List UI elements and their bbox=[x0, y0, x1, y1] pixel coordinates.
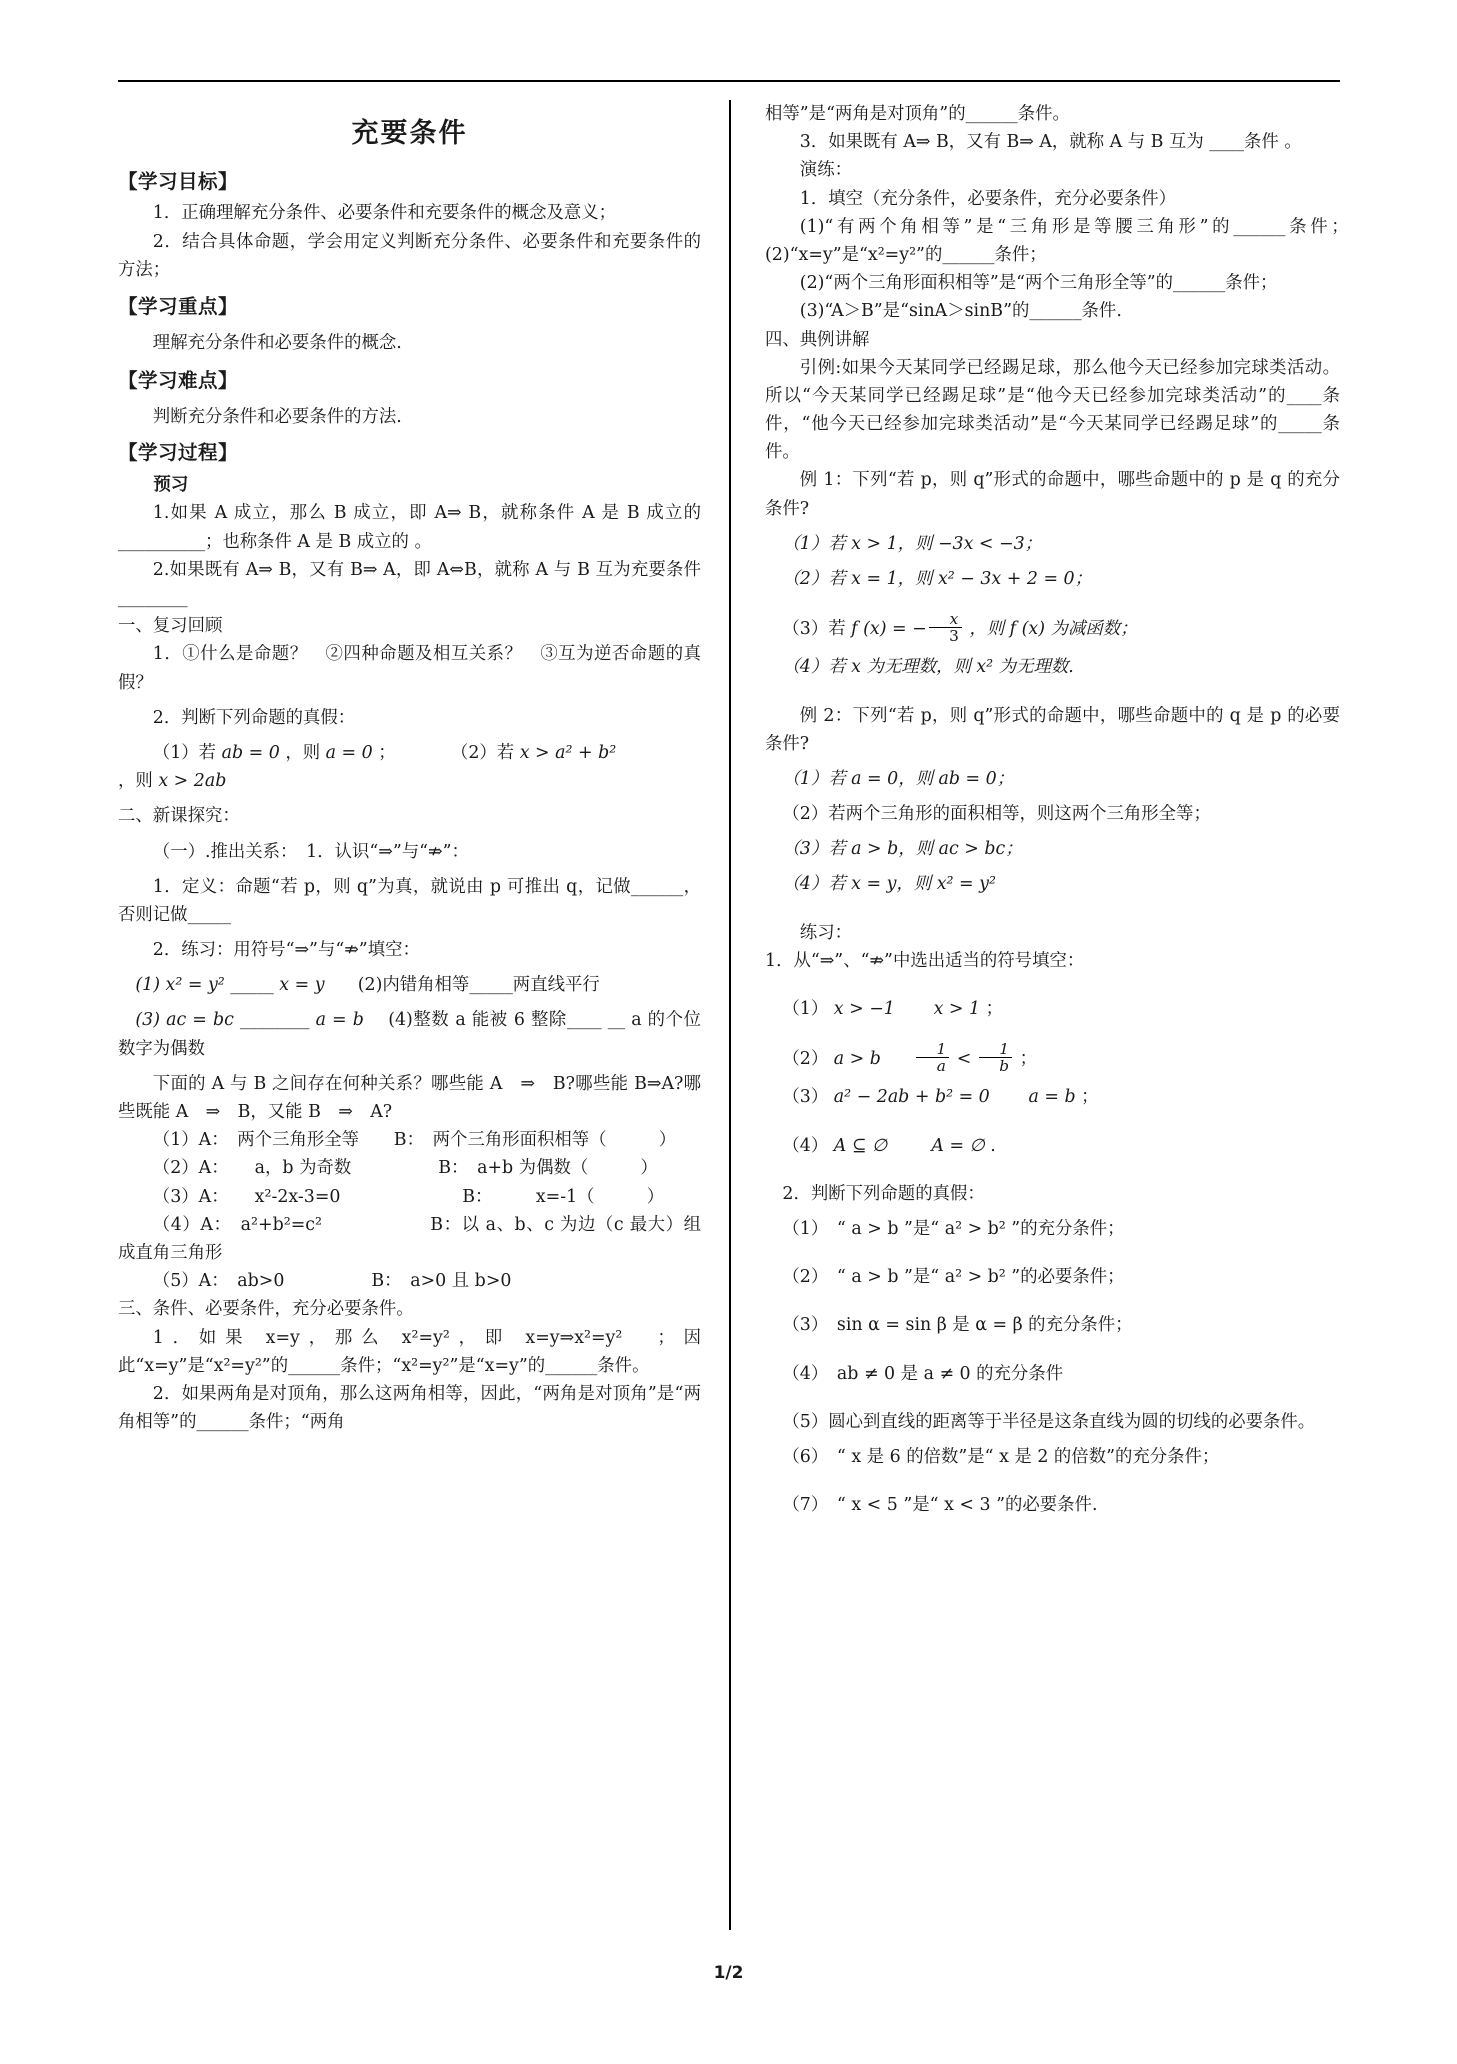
section-heading-difficulty: 【学习难点】 bbox=[118, 368, 239, 392]
review-q1-mid: ，则 bbox=[285, 742, 321, 763]
practice-1-4 bbox=[765, 1132, 1340, 1160]
fraction-numerator: x bbox=[929, 611, 962, 628]
newlesson-definition: 1．定义：命题“若 p，则 q”为真，就说由 p 可推出 q，记做______，否则记做_____ bbox=[118, 876, 701, 925]
left-column bbox=[118, 100, 729, 1930]
section-heading-examples: 四、典例讲解 bbox=[765, 329, 870, 350]
goal-item-1: 1．正确理解充分条件、必要条件和充要条件的概念及意义； bbox=[152, 203, 617, 224]
example2-item-3: （3）若 a > b，则 ac > bc； bbox=[782, 839, 1023, 860]
example1-item-3-tail: ，则 f (x) 为减函数； bbox=[969, 619, 1138, 640]
newlesson-sub-1: （一）.推出关系： 1．认识“⇒”与“⇏”： bbox=[152, 841, 469, 862]
conditions-item-1: 1．如果 x=y，那么 x²=y²，即 x=y⇒x²=y² ；因此“x=y”是“x²=y²”的______条件；“x²=y²”是“x=y”的______条件。 bbox=[118, 1327, 701, 1376]
pair-item-5: （5）A： ab>0 B： a>0 且 b>0 bbox=[152, 1271, 512, 1292]
difficulty-text: 判断充分条件和必要条件的方法. bbox=[152, 407, 402, 428]
section-heading-review: 一、复习回顾 bbox=[118, 616, 223, 637]
practice-2-6: （6） “ x 是 6 的倍数”是“ x 是 2 的倍数”的充分条件； bbox=[782, 1446, 1220, 1467]
conditions-item-3: 3．如果既有 A⇒ B，又有 B⇒ A，就称 A 与 B 互为 ____条件 。 bbox=[799, 132, 1302, 153]
fill-blank-row-1 bbox=[118, 971, 701, 999]
conditions-item-2: 2．如果两角是对顶角，那么这两角相等，因此，“两角是对顶角”是“两角相等”的______条件；“两角 bbox=[118, 1383, 701, 1433]
example2-lead: 例 2：下列“若 p，则 q”形式的命题中，哪些命题中的 q 是 p 的必要条件? bbox=[765, 705, 1340, 754]
section-heading-conditions: 三、条件、必要条件，充分必要条件。 bbox=[118, 1299, 414, 1320]
practice-1-4-label: （4） bbox=[782, 1135, 829, 1156]
practice-item-2: 2．判断下列命题的真假： bbox=[782, 1183, 985, 1204]
fraction-numerator: 1 bbox=[979, 1041, 1012, 1058]
subheading-drill: 演练： bbox=[799, 160, 852, 181]
practice-1-4-end: . bbox=[990, 1135, 996, 1156]
example1-lead: 例 1：下列“若 p，则 q”形式的命题中，哪些命题中的 p 是 q 的充分条件? bbox=[765, 470, 1340, 519]
practice-1-2-end: ； bbox=[1019, 1049, 1037, 1070]
practice-2-7: （7） “ x < 5 ”是“ x < 3 ”的必要条件. bbox=[782, 1495, 1098, 1516]
pair-item-4: （4）A： a²+b²=c² B：以 a、b、c 为边（c 最大）组成直角三角形 bbox=[118, 1214, 701, 1263]
header-rule bbox=[118, 80, 1340, 82]
preview-item-1: 1.如果 A 成立，那么 B 成立，即 A⇒ B，就称条件 A 是 B 成立的 __________；也称条件 A 是 B 成立的 。 bbox=[118, 503, 701, 552]
fill-blank-3: (3) ac = bc ________ a = b bbox=[135, 1010, 364, 1031]
practice-1-1 bbox=[765, 995, 1340, 1023]
review-q2-then: ，则 bbox=[118, 771, 153, 792]
practice-1-3-right: a = b bbox=[1028, 1087, 1076, 1108]
drill-item-1-2: (2)“两个三角形面积相等”是“两个三角形全等”的______条件； bbox=[799, 273, 1278, 294]
practice-1-2 bbox=[765, 1039, 1340, 1076]
fill-blank-4: (4)整数 a 能被 6 整除____ __ a 的个位数字为偶数 bbox=[118, 1010, 701, 1059]
practice-2-3: （3） sin α = sin β 是 α = β 的充分条件； bbox=[782, 1315, 1133, 1336]
review-item-1: 1．①什么是命题？ ②四种命题及相互关系？ ③互为逆否命题的真假？ bbox=[118, 644, 701, 693]
subheading-preview: 预习 bbox=[153, 474, 189, 495]
page-footer: 1/2 bbox=[713, 1963, 744, 1983]
practice-1-2-label: （2） bbox=[782, 1049, 829, 1070]
fraction-denominator: a bbox=[936, 1057, 946, 1076]
drill-item-1-1: (1)“有两个角相等”是“三角形是等腰三角形”的______条件； (2)“x=y”是“x²=y²”的______条件； bbox=[765, 216, 1358, 265]
practice-1-1-right: x > 1 bbox=[933, 999, 981, 1020]
right-column bbox=[729, 100, 1358, 1930]
newlesson-exercise-lead: 2．练习：用符号“⇒”与“⇏”填空： bbox=[152, 940, 420, 961]
practice-1-2-fraction-right bbox=[979, 1041, 1012, 1074]
review-question-row-cont bbox=[118, 767, 701, 795]
example2-item-1: （1）若 a = 0，则 ab = 0； bbox=[782, 768, 1015, 789]
review-q1-end: ； bbox=[378, 742, 396, 763]
section-heading-key: 【学习重点】 bbox=[118, 294, 239, 318]
review-q1-lead: （1）若 bbox=[152, 742, 217, 763]
practice-2-5: （5）圆心到直线的距离等于半径是这条直线为圆的切线的必要条件。 bbox=[782, 1411, 1316, 1432]
example1-item-2: （2）若 x = 1，则 x² − 3x + 2 = 0； bbox=[782, 569, 1093, 589]
practice-1-3 bbox=[765, 1083, 1340, 1111]
page-title: 充要条件 bbox=[351, 118, 468, 149]
review-q1-math: ab = 0 bbox=[221, 742, 280, 763]
example1-item-3-lead: （3）若 bbox=[782, 619, 846, 640]
practice-item-1: 1．从“⇒”、“⇏”中选出适当的符号填空： bbox=[765, 950, 1085, 971]
example2-item-2: （2）若两个三角形的面积相等，则这两个三角形全等； bbox=[782, 804, 1211, 825]
example1-item-3 bbox=[765, 609, 1340, 646]
pair-item-2: （2）A： a，b 为奇数 B： a+b 为偶数（ ） bbox=[152, 1158, 658, 1179]
section-heading-newlesson: 二、新课探究： bbox=[118, 806, 240, 827]
practice-1-4-right: A = ∅ bbox=[931, 1135, 985, 1156]
review-q2-math: x > a² + b² bbox=[519, 742, 617, 763]
example1-item-3-func: f (x) = − bbox=[851, 619, 927, 640]
goal-item-2: 2．结合具体命题，学会用定义判断充分条件、必要条件和充要条件的方法； bbox=[118, 231, 701, 280]
fraction-denominator: b bbox=[999, 1057, 1010, 1076]
example2-item-4: （4）若 x = y，则 x² = y² bbox=[782, 874, 996, 895]
practice-1-1-left: x > −1 bbox=[833, 999, 895, 1020]
pair-item-3: （3）A： x²-2x-3=0 B： x=-1（ ） bbox=[152, 1186, 665, 1207]
practice-2-4: （4） ab ≠ 0 是 a ≠ 0 的充分条件 bbox=[782, 1363, 1064, 1384]
preview-item-2: 2.如果既有 A⇒ B，又有 B⇒ A，即 A⇔B，就称 A 与 B 互为充要条件 ________ bbox=[118, 559, 701, 609]
section-heading-goals: 【学习目标】 bbox=[118, 169, 239, 193]
example-intro: 引例:如果今天某同学已经踢足球，那么他今天已经参加完球类活动。所以“今天某同学已经踢足球”是“他今天已经参加完球类活动”的____条件，“他今天已经参加完球类活动”是“今天某同学已经踢足球”的_____条件。 bbox=[765, 357, 1340, 463]
practice-1-3-end: ； bbox=[1081, 1087, 1099, 1108]
example1-item-3-fraction bbox=[929, 611, 962, 644]
practice-1-2-operator: < bbox=[956, 1049, 972, 1070]
review-question-row bbox=[118, 739, 701, 767]
newlesson-relation-question: 下面的 A 与 B 之间存在何种关系？哪些能 A ⇒ B?哪些能 B⇒A?哪些既能 A ⇒ B，又能 B ⇒ A? bbox=[118, 1073, 701, 1123]
review-item-2: 2．判断下列命题的真假： bbox=[152, 707, 356, 728]
practice-1-1-end: ； bbox=[985, 999, 1003, 1020]
practice-1-2-fraction-left bbox=[916, 1041, 949, 1074]
drill-item-1-3: (3)“A＞B”是“sinA＞sinB”的______条件. bbox=[799, 301, 1122, 322]
review-q2-lead: （2）若 bbox=[450, 742, 515, 763]
example1-item-4: （4）若 x 为无理数，则 x² 为无理数. bbox=[782, 657, 1074, 678]
section-heading-process: 【学习过程】 bbox=[118, 441, 239, 465]
fill-blank-row-2 bbox=[118, 1006, 701, 1062]
key-point-text: 理解充分条件和必要条件的概念. bbox=[152, 333, 402, 354]
review-q1-math2: a = 0 bbox=[325, 742, 373, 763]
practice-2-2: （2） “ a > b ”是“ a² > b² ”的必要条件； bbox=[782, 1267, 1125, 1288]
fill-blank-2: (2)内错角相等_____两直线平行 bbox=[357, 975, 600, 996]
drill-item-1: 1．填空（充分条件，必要条件，充分必要条件） bbox=[799, 188, 1177, 209]
example1-item-1: （1）若 x > 1，则 −3x < −3； bbox=[782, 533, 1043, 554]
two-column-body bbox=[118, 100, 1358, 1930]
practice-2-1: （1） “ a > b ”是“ a² > b² ”的充分条件； bbox=[782, 1218, 1125, 1239]
fraction-denominator: 3 bbox=[949, 626, 959, 645]
practice-1-4-left: A ⊆ ∅ bbox=[833, 1135, 888, 1156]
conditions-item-2-continued: 相等”是“两角是对顶角”的______条件。 bbox=[765, 104, 1070, 124]
practice-1-2-left: a > b bbox=[833, 1049, 881, 1070]
practice-1-3-left: a² − 2ab + b² = 0 bbox=[833, 1087, 990, 1108]
pair-item-1: （1）A： 两个三角形全等 B： 两个三角形面积相等（ ） bbox=[152, 1130, 677, 1151]
practice-1-3-label: （3） bbox=[782, 1087, 829, 1108]
subheading-practice: 练习： bbox=[799, 922, 852, 943]
fraction-numerator: 1 bbox=[916, 1041, 949, 1058]
practice-1-1-label: （1） bbox=[782, 999, 829, 1020]
fill-blank-1: (1) x² = y² _____ x = y bbox=[135, 975, 325, 996]
review-q2-math2: x > 2ab bbox=[158, 771, 227, 792]
